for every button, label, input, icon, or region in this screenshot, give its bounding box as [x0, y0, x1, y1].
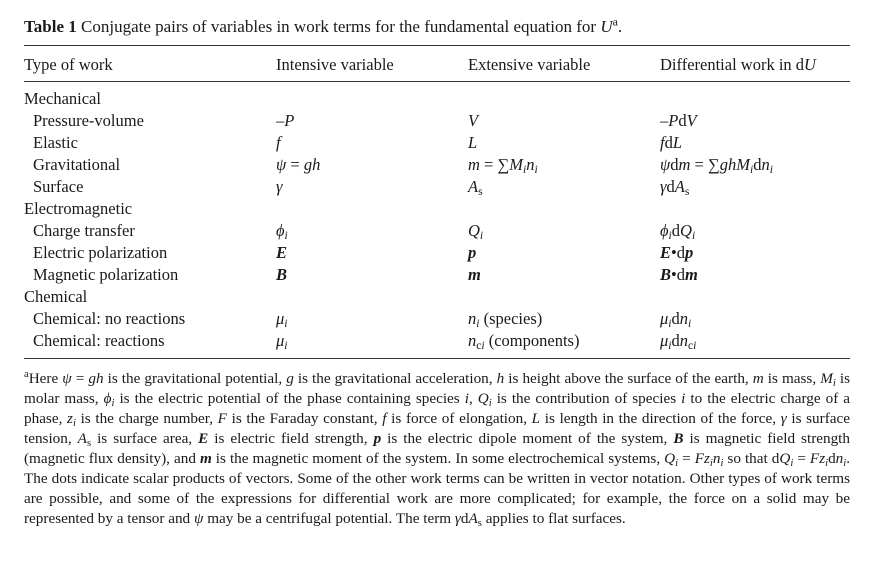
- row-type: Charge transfer: [33, 221, 135, 240]
- header-rule: [24, 81, 850, 82]
- header-type-of-work: Type of work: [24, 55, 113, 74]
- row-extensive: m: [468, 265, 481, 284]
- row-work: fdL: [660, 133, 683, 152]
- header-intensive: Intensive variable: [276, 55, 394, 74]
- row-intensive: f: [276, 133, 281, 152]
- caption-note-marker: a: [612, 14, 618, 29]
- row-intensive: γ: [276, 177, 283, 196]
- group-mechanical: Mechanical: [24, 89, 101, 108]
- row-work: $\mu_idn_i$: [660, 309, 692, 330]
- row-intensive: ψ = gh: [276, 155, 321, 174]
- row-type: Gravitational: [33, 155, 121, 174]
- caption-variable: U: [600, 17, 613, 36]
- row-intensive: B: [276, 265, 288, 284]
- row-work: –PdV: [660, 111, 697, 130]
- table-footnote: $^a$Here ψ = gh is the gravitational potential, g is the gravitational acceleration, h is height above the surface of the earth, m is mass, $M_i$ is molar mass, $\phi_i$ is the electric potential of the phase containing species i, $Q_i$ is the contribution of species i to the electric charge of a phase, $z_i$ is the charge number, F is the Faraday constant, f is force of elongation, L is length in the direction of the force, γ is surface tension, $A_s$ is surface area, E is electric field strength, p is the electric dipole moment of the system, B is magnetic field strength (magnetic flux density), and m is the magnetic moment of the system. In some electrochemical systems, $Q_i = Fz_in_i$ so that $dQ_i = Fz_idn_i$. The dots indicate scalar products of vectors. Some of the other work terms can be written in vector notation. Other types of work terms are possible, and some of the expressions for differential work are more complicated; for example, the force on a solid may be represented by a tensor and ψ may be a centrifugal potential. The term γdA$_s$ applies to flat surfaces.: [24, 368, 851, 529]
- row-work: $\mu_idn_{ci}$: [660, 331, 697, 352]
- row-type: Chemical: no reactions: [33, 309, 186, 328]
- row-work: γdA$_s$: [660, 177, 690, 198]
- group-electromagnetic: Electromagnetic: [24, 199, 133, 218]
- row-extensive: $n_i$ (species): [468, 309, 543, 330]
- table-caption: [24, 14, 623, 37]
- bottom-rule: [24, 358, 850, 359]
- header-differential-work-var: U: [804, 55, 816, 74]
- row-extensive: L: [468, 133, 478, 152]
- row-work: $\phi_idQ_i$: [660, 221, 696, 242]
- row-work: B•dm: [660, 265, 698, 284]
- group-chemical: Chemical: [24, 287, 88, 306]
- row-type: Elastic: [33, 133, 78, 152]
- row-type: Surface: [33, 177, 84, 196]
- row-type: Pressure-volume: [33, 111, 144, 130]
- row-intensive: –P: [276, 111, 295, 130]
- row-type: Magnetic polarization: [33, 265, 179, 284]
- row-extensive: $m = \sum M_in_i$: [468, 155, 538, 176]
- row-extensive: p: [468, 243, 477, 262]
- row-extensive: V: [468, 111, 479, 130]
- row-work: $\psi dm = \sum ghM_idn_i$: [660, 155, 773, 176]
- row-type: Chemical: reactions: [33, 331, 165, 350]
- row-extensive: $A_s$: [468, 177, 483, 198]
- caption-text: Conjugate pairs of variables in work terms for the fundamental equation for: [81, 17, 597, 36]
- table-label: Table 1: [24, 17, 77, 36]
- header-differential-work-text: Differential work in d: [660, 55, 805, 74]
- top-rule: [24, 45, 850, 46]
- row-type: Electric polarization: [33, 243, 168, 262]
- header-extensive: Extensive variable: [468, 55, 591, 74]
- header-differential-work: [660, 55, 816, 75]
- caption-period: .: [617, 17, 623, 36]
- row-work: E•dp: [660, 243, 694, 262]
- row-intensive: E: [276, 243, 288, 262]
- row-intensive: $\phi_i$: [276, 221, 288, 242]
- row-intensive: $\mu_i$: [276, 309, 288, 330]
- row-intensive: $\mu_i$: [276, 331, 288, 352]
- row-extensive: $n_{ci}$ (components): [468, 331, 580, 352]
- row-extensive: $Q_i$: [468, 221, 484, 242]
